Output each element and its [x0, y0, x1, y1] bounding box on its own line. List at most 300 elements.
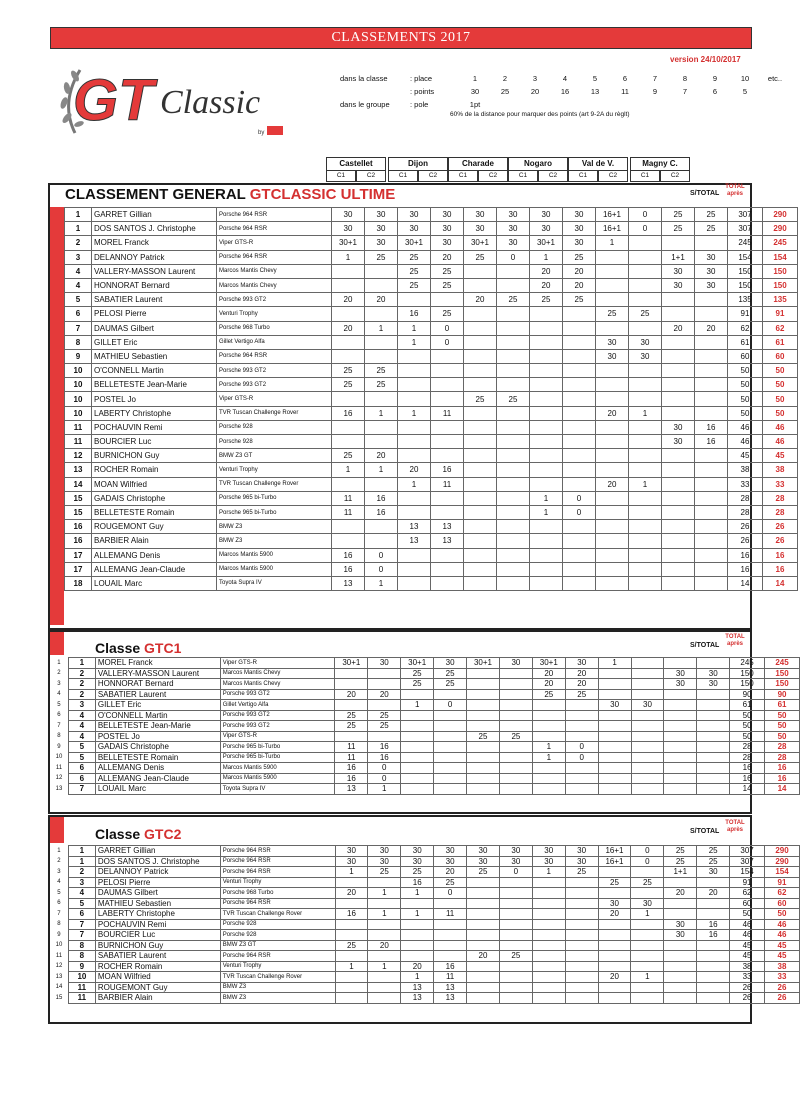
rank-cell: 4 — [68, 888, 95, 899]
total-cell: 290 — [763, 208, 798, 222]
table-row — [50, 846, 800, 857]
points-cell — [401, 898, 434, 909]
points-cell: 30 — [530, 208, 563, 222]
driver-cell: ALLEMANG Jean-Claude — [92, 562, 217, 576]
stotal-cell: 46 — [730, 930, 765, 941]
points-cell — [697, 993, 730, 1004]
points-cell — [464, 562, 497, 576]
driver-cell: POCHAUVIN Remi — [95, 919, 220, 930]
stotal-cell: 50 — [730, 710, 765, 721]
points-cell — [631, 888, 664, 899]
points-cell: 16 — [695, 435, 728, 449]
points-cell: 16 — [332, 548, 365, 562]
stotal-cell: 46 — [730, 919, 765, 930]
race-col-4-1: C1 — [568, 170, 598, 182]
points-cell — [563, 477, 596, 491]
points-cell — [697, 951, 730, 962]
rank-cell: 15 — [65, 491, 92, 505]
stotal-cell: 16 — [728, 562, 763, 576]
points-cell: 25 — [464, 250, 497, 264]
points-cell: 1 — [530, 491, 563, 505]
rank-cell: 6 — [65, 307, 92, 321]
points-cell — [629, 364, 662, 378]
rank-cell: 9 — [68, 961, 95, 972]
car-cell: Porsche 993 GT2 — [217, 378, 332, 392]
points-cell: 30 — [662, 435, 695, 449]
points-cell — [499, 877, 532, 888]
points-cell — [332, 534, 365, 548]
stotal-cell: 50 — [728, 378, 763, 392]
points-cell: 25 — [335, 940, 368, 951]
points-cell — [467, 763, 500, 774]
points-cell: 30+1 — [398, 236, 431, 250]
points-cell — [563, 435, 596, 449]
points-cell — [664, 940, 697, 951]
stotal-cell: 62 — [728, 321, 763, 335]
stotal-cell: 45 — [730, 940, 765, 951]
driver-cell: O'CONNELL Martin — [92, 364, 217, 378]
points-cell — [596, 420, 629, 434]
points-cell: 16 — [335, 763, 368, 774]
points-cell — [662, 307, 695, 321]
points-cell: 30 — [530, 222, 563, 236]
points-cell: 1 — [530, 505, 563, 519]
total-cell: 26 — [765, 993, 800, 1004]
points-cell — [598, 752, 631, 763]
car-cell: Porsche 965 bi-Turbo — [217, 505, 332, 519]
points-cell — [431, 548, 464, 562]
points-cell — [662, 392, 695, 406]
total-cell: 16 — [763, 548, 798, 562]
points-cell: 25 — [662, 208, 695, 222]
points-cell — [335, 993, 368, 1004]
points-cell: 30 — [631, 700, 664, 711]
points-cell: 25 — [695, 222, 728, 236]
points-cell — [467, 668, 500, 679]
points-cell — [563, 534, 596, 548]
points-cell — [662, 520, 695, 534]
points-cell: 30 — [467, 856, 500, 867]
points-cell — [532, 773, 565, 784]
points-cell: 20 — [565, 679, 598, 690]
points-cell — [565, 898, 598, 909]
points-cell: 30 — [398, 208, 431, 222]
points-cell — [629, 293, 662, 307]
points-cell — [467, 784, 500, 795]
car-cell: Gillet Vertigo Alfa — [217, 335, 332, 349]
points-cell — [629, 534, 662, 548]
car-cell: Porsche 965 bi-Turbo — [220, 752, 335, 763]
rank-cell: 7 — [65, 321, 92, 335]
points-cell — [530, 562, 563, 576]
points-cell — [596, 505, 629, 519]
points-cell — [631, 961, 664, 972]
points-cell — [565, 784, 598, 795]
points-cell — [464, 307, 497, 321]
car-cell: Porsche 964 RSR — [220, 867, 335, 878]
driver-cell: HONNORAT Bernard — [92, 278, 217, 292]
points-cell — [467, 752, 500, 763]
points-cell: 25 — [398, 250, 431, 264]
table-row — [50, 888, 800, 899]
driver-cell: GARRET Gillian — [95, 846, 220, 857]
car-cell: Porsche 968 Turbo — [220, 888, 335, 899]
points-cell — [464, 491, 497, 505]
points-cell: 25 — [563, 293, 596, 307]
points-cell: 20 — [532, 679, 565, 690]
table-row — [50, 784, 800, 795]
driver-cell: ROCHER Romain — [92, 463, 217, 477]
driver-cell: BURNICHON Guy — [92, 449, 217, 463]
stotal-cell: 26 — [730, 993, 765, 1004]
circuit-0: Castellet — [326, 157, 386, 171]
points-cell — [532, 700, 565, 711]
rank-cell: 16 — [65, 520, 92, 534]
driver-cell: SABATIER Laurent — [95, 951, 220, 962]
car-cell: Venturi Trophy — [220, 877, 335, 888]
points-cell: 25 — [365, 364, 398, 378]
points-cell — [563, 520, 596, 534]
points-cell — [530, 378, 563, 392]
table-row — [50, 700, 800, 711]
table-row — [65, 548, 798, 562]
points-cell — [629, 491, 662, 505]
points-cell — [499, 742, 532, 753]
car-cell: Marcos Mantis 5900 — [217, 562, 332, 576]
rank-cell: 9 — [65, 349, 92, 363]
points-cell: 30 — [431, 222, 464, 236]
stotal-cell: 50 — [730, 721, 765, 732]
rank-cell: 1 — [65, 222, 92, 236]
points-cell — [695, 307, 728, 321]
total-cell: 91 — [765, 877, 800, 888]
stotal-cell: 33 — [730, 972, 765, 983]
total-cell: 290 — [765, 846, 800, 857]
points-cell — [464, 278, 497, 292]
table-row — [50, 961, 800, 972]
points-cell — [565, 763, 598, 774]
points-cell — [695, 335, 728, 349]
car-cell: Porsche 968 Turbo — [217, 321, 332, 335]
total-cell: 50 — [765, 909, 800, 920]
driver-cell: O'CONNELL Martin — [95, 710, 220, 721]
stotal-cell: 28 — [730, 752, 765, 763]
table-row — [50, 742, 800, 753]
points-cell: 16 — [365, 491, 398, 505]
table-row — [65, 264, 798, 278]
circuit-2: Charade — [448, 157, 508, 171]
points-cell: 20 — [335, 689, 368, 700]
points-cell — [335, 877, 368, 888]
stotal-cell: 150 — [728, 278, 763, 292]
points-cell — [464, 449, 497, 463]
table-row — [65, 420, 798, 434]
points-cell — [467, 930, 500, 941]
points-cell: 0 — [629, 208, 662, 222]
points-cell — [335, 679, 368, 690]
points-cell: 30 — [499, 846, 532, 857]
points-cell: 30 — [695, 264, 728, 278]
points-cell — [497, 562, 530, 576]
points-cell — [662, 491, 695, 505]
car-cell: Porsche 993 GT2 — [217, 293, 332, 307]
points-cell — [368, 993, 401, 1004]
stotal-cell: 28 — [728, 491, 763, 505]
points-cell: 30+1 — [532, 658, 565, 669]
gtc1-title: Classe GTC1 — [95, 640, 182, 656]
rank-cell: 10 — [65, 378, 92, 392]
points-cell: 1 — [365, 406, 398, 420]
points-cell — [401, 731, 434, 742]
points-cell — [499, 710, 532, 721]
total-cell: 26 — [765, 982, 800, 993]
points-cell — [695, 449, 728, 463]
points-cell — [464, 463, 497, 477]
table-row — [65, 222, 798, 236]
points-cell — [335, 700, 368, 711]
car-cell: Porsche 964 RSR — [220, 856, 335, 867]
points-cell: 0 — [434, 888, 467, 899]
points-cell — [464, 534, 497, 548]
gt-classic-logo — [55, 58, 295, 143]
points-cell: 30 — [629, 349, 662, 363]
driver-cell: LOUAIL Marc — [95, 784, 220, 795]
driver-cell: MOAN Wilfried — [95, 972, 220, 983]
points-cell — [662, 349, 695, 363]
points-cell — [596, 293, 629, 307]
class-label: dans la classe — [340, 74, 388, 83]
points-cell — [563, 378, 596, 392]
points-cell — [565, 940, 598, 951]
table-row — [65, 236, 798, 250]
points-cell: 0 — [365, 548, 398, 562]
gtc2-title: Classe GTC2 — [95, 826, 182, 842]
points-cell — [596, 548, 629, 562]
points-cell: 1 — [398, 406, 431, 420]
total-cell: 60 — [763, 349, 798, 363]
points-cell — [631, 658, 664, 669]
points-cell — [398, 349, 431, 363]
points-cell: 0 — [563, 505, 596, 519]
car-cell: Porsche 964 RSR — [217, 222, 332, 236]
table-row — [50, 856, 800, 867]
points-cell: 20 — [695, 321, 728, 335]
points-cell — [598, 679, 631, 690]
points-cell — [530, 392, 563, 406]
points-cell: 30 — [664, 679, 697, 690]
place-8: 9 — [712, 74, 718, 83]
points-cell — [695, 520, 728, 534]
points-value-4: 13 — [590, 87, 600, 96]
total-cell: 33 — [763, 477, 798, 491]
points-cell: 1 — [401, 909, 434, 920]
points-cell: 30 — [631, 898, 664, 909]
points-cell — [532, 731, 565, 742]
points-cell — [697, 877, 730, 888]
points-cell: 1 — [398, 477, 431, 491]
table-row — [50, 752, 800, 763]
points-cell — [565, 982, 598, 993]
points-cell — [631, 993, 664, 1004]
points-value-9: 5 — [742, 87, 748, 96]
points-cell — [565, 700, 598, 711]
rank-cell: 2 — [68, 668, 95, 679]
points-cell: 25 — [401, 668, 434, 679]
points-cell — [631, 930, 664, 941]
points-cell: 30 — [401, 846, 434, 857]
points-value-1: 25 — [500, 87, 510, 96]
points-cell: 30 — [563, 236, 596, 250]
place-5: 6 — [622, 74, 628, 83]
points-cell: 20 — [596, 406, 629, 420]
race-col-5-2: C2 — [660, 170, 690, 182]
driver-cell: ALLEMANG Denis — [92, 548, 217, 562]
place-3: 4 — [562, 74, 568, 83]
car-cell: Porsche 928 — [220, 919, 335, 930]
points-cell: 30 — [629, 335, 662, 349]
points-cell: 1 — [335, 867, 368, 878]
points-cell — [332, 435, 365, 449]
points-cell — [697, 752, 730, 763]
points-cell: 30 — [332, 208, 365, 222]
points-cell — [697, 940, 730, 951]
total-cell: 28 — [765, 742, 800, 753]
rank-cell: 8 — [68, 951, 95, 962]
table-row — [65, 250, 798, 264]
row-index: 4 — [57, 691, 61, 698]
total-cell: 14 — [765, 784, 800, 795]
points-cell — [467, 940, 500, 951]
row-index: 2 — [57, 858, 61, 865]
points-cell — [467, 877, 500, 888]
total-cell: 154 — [765, 867, 800, 878]
points-cell — [697, 710, 730, 721]
points-cell — [401, 710, 434, 721]
points-cell — [401, 721, 434, 732]
points-cell — [664, 773, 697, 784]
points-cell: 16 — [695, 420, 728, 434]
points-cell: 20 — [530, 264, 563, 278]
points-cell: 11 — [332, 491, 365, 505]
points-cell — [563, 420, 596, 434]
stotal-cell: 46 — [728, 420, 763, 434]
total-cell: 290 — [763, 222, 798, 236]
points-note: 60% de la distance pour marquer des points (art 9-2A du règlt) — [450, 111, 630, 118]
driver-cell: SABATIER Laurent — [95, 689, 220, 700]
car-cell: BMW Z3 — [217, 520, 332, 534]
points-cell — [497, 449, 530, 463]
points-cell — [332, 278, 365, 292]
points-cell — [662, 236, 695, 250]
points-cell: 16 — [332, 406, 365, 420]
total-cell: 60 — [765, 898, 800, 909]
points-cell — [497, 406, 530, 420]
points-cell — [565, 951, 598, 962]
points-cell: 25 — [532, 689, 565, 700]
points-cell — [631, 668, 664, 679]
points-cell: 25 — [695, 208, 728, 222]
points-cell — [368, 919, 401, 930]
points-cell — [401, 752, 434, 763]
rank-cell: 18 — [65, 576, 92, 590]
stotal-cell: 16 — [728, 548, 763, 562]
points-cell — [664, 689, 697, 700]
points-cell: 30 — [431, 236, 464, 250]
points-cell — [332, 307, 365, 321]
points-cell: 16 — [401, 877, 434, 888]
points-cell: 25 — [629, 307, 662, 321]
place-7: 8 — [682, 74, 688, 83]
points-cell: 30 — [434, 856, 467, 867]
points-cell — [467, 982, 500, 993]
points-cell: 16 — [431, 463, 464, 477]
points-cell: 30 — [695, 250, 728, 264]
points-cell — [335, 930, 368, 941]
points-cell: 1 — [401, 888, 434, 899]
points-cell — [434, 951, 467, 962]
points-cell: 25 — [664, 856, 697, 867]
total-cell: 150 — [765, 679, 800, 690]
stotal-cell: 50 — [730, 731, 765, 742]
total-cell: 28 — [763, 491, 798, 505]
car-cell: Viper GTS-R — [217, 236, 332, 250]
points-cell — [497, 435, 530, 449]
total-cell: 245 — [763, 236, 798, 250]
points-value-3: 16 — [560, 87, 570, 96]
points-cell — [497, 576, 530, 590]
race-col-5-1: C1 — [630, 170, 660, 182]
points-cell: 30+1 — [332, 236, 365, 250]
points-cell — [563, 392, 596, 406]
points-cell — [631, 742, 664, 753]
points-cell — [368, 982, 401, 993]
stotal-cell: 50 — [730, 909, 765, 920]
rank-cell: 1 — [68, 846, 95, 857]
points-cell: 25 — [697, 856, 730, 867]
points-cell — [532, 993, 565, 1004]
points-cell — [467, 898, 500, 909]
points-cell: 25 — [467, 731, 500, 742]
car-cell: Toyota Supra IV — [220, 784, 335, 795]
points-cell — [662, 576, 695, 590]
points-cell — [368, 700, 401, 711]
points-cell — [664, 731, 697, 742]
rank-cell: 4 — [68, 731, 95, 742]
points-cell — [335, 919, 368, 930]
points-cell: 20 — [662, 321, 695, 335]
points-cell: 25 — [662, 222, 695, 236]
stotal-cell: 90 — [730, 689, 765, 700]
points-cell: 30 — [368, 846, 401, 857]
points-cell: 30 — [697, 867, 730, 878]
row-index: 15 — [55, 994, 63, 1001]
car-cell: Venturi Trophy — [217, 463, 332, 477]
points-cell — [662, 364, 695, 378]
total-cell: 61 — [763, 335, 798, 349]
table-row — [65, 335, 798, 349]
table-row — [50, 898, 800, 909]
row-index: 9 — [57, 931, 61, 938]
points-cell: 1 — [596, 236, 629, 250]
stotal-cell: 33 — [728, 477, 763, 491]
points-cell — [467, 972, 500, 983]
total-cell: 154 — [763, 250, 798, 264]
table-row — [65, 406, 798, 420]
rank-cell: 4 — [65, 278, 92, 292]
points-cell — [664, 658, 697, 669]
points-cell: 30 — [565, 658, 598, 669]
total-cell: 45 — [763, 449, 798, 463]
